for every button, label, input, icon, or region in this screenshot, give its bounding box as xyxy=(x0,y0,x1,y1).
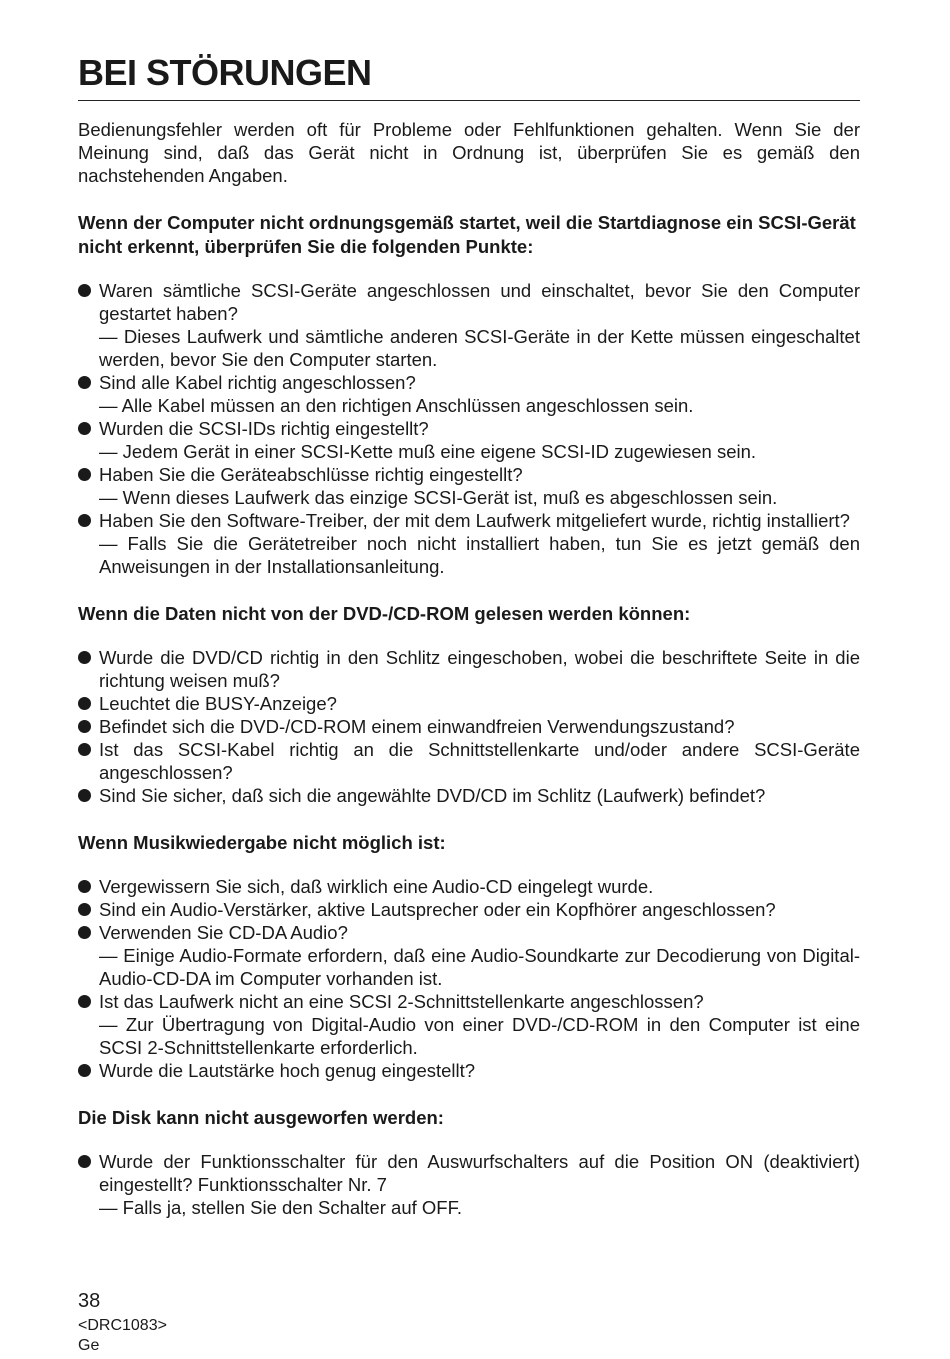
checklist-item xyxy=(78,463,860,509)
checklist-item xyxy=(78,875,860,898)
check-remedy: — Alle Kabel müssen an den richtigen Anschlüssen angeschlossen sein. xyxy=(99,395,694,416)
checklist xyxy=(78,1150,860,1219)
bullet-icon xyxy=(78,651,91,664)
check-remedy: — Einige Audio-Formate erfordern, daß eine Audio-Soundkarte zur Decodierung von Digital-Audio-CD-DA im Computer vorhanden ist. xyxy=(99,945,860,989)
checklist-item xyxy=(78,784,860,807)
check-remedy: — Dieses Laufwerk und sämtliche anderen SCSI-Geräte in der Kette müssen eingeschaltet werden, bevor Sie den Computer starten. xyxy=(99,326,860,370)
checklist-item xyxy=(78,371,860,417)
section-heading: Wenn der Computer nicht ordnungsgemäß startet, weil die Startdiagnose ein SCSI-Gerät nicht erkennt, überprüfen Sie die folgenden Punkte: xyxy=(78,212,856,257)
page-footer xyxy=(78,1289,167,1356)
check-question: Wurden die SCSI-IDs richtig eingestellt? xyxy=(99,418,429,439)
check-question: Ist das SCSI-Kabel richtig an die Schnittstellenkarte und/oder andere SCSI-Geräte angeschlossen? xyxy=(99,739,860,783)
check-question: Befindet sich die DVD-/CD-ROM einem einwandfreien Verwendungszustand? xyxy=(99,716,735,737)
section-heading: Wenn Musikwiedergabe nicht möglich ist: xyxy=(78,832,446,853)
checklist-item xyxy=(78,509,860,578)
checklist-item xyxy=(78,898,860,921)
check-question: Wurde die Lautstärke hoch genug eingestellt? xyxy=(99,1060,476,1081)
bullet-icon xyxy=(78,468,91,481)
check-question: Sind Sie sicher, daß sich die angewählte DVD/CD im Schlitz (Laufwerk) befindet? xyxy=(99,785,766,806)
bullet-icon xyxy=(78,1155,91,1168)
check-remedy: — Falls ja, stellen Sie den Schalter auf OFF. xyxy=(99,1197,462,1218)
check-question: Sind ein Audio-Verstärker, aktive Lautsprecher oder ein Kopfhörer angeschlossen? xyxy=(99,899,776,920)
check-question: Vergewissern Sie sich, daß wirklich eine Audio-CD eingelegt wurde. xyxy=(99,876,654,897)
check-question: Haben Sie die Geräteabschlüsse richtig eingestellt? xyxy=(99,464,523,485)
troubleshooting-sections xyxy=(78,211,860,1219)
check-question: Ist das Laufwerk nicht an eine SCSI 2-Schnittstellenkarte angeschlossen? xyxy=(99,991,704,1012)
bullet-icon xyxy=(78,743,91,756)
check-remedy: — Wenn dieses Laufwerk das einzige SCSI-Gerät ist, muß es abgeschlossen sein. xyxy=(99,487,778,508)
section-heading: Die Disk kann nicht ausgeworfen werden: xyxy=(78,1107,444,1128)
troubleshooting-section xyxy=(78,1106,860,1219)
bullet-icon xyxy=(78,880,91,893)
checklist xyxy=(78,279,860,578)
checklist-item xyxy=(78,646,860,692)
bullet-icon xyxy=(78,697,91,710)
bullet-icon xyxy=(78,284,91,297)
check-question: Haben Sie den Software-Treiber, der mit dem Laufwerk mitgeliefert wurde, richtig installiert? xyxy=(99,510,850,531)
language-code: Ge xyxy=(78,1337,100,1354)
checklist-item xyxy=(78,738,860,784)
section-heading: Wenn die Daten nicht von der DVD-/CD-ROM gelesen werden können: xyxy=(78,603,691,624)
troubleshooting-section xyxy=(78,211,860,578)
bullet-icon xyxy=(78,422,91,435)
checklist-item xyxy=(78,1150,860,1219)
bullet-icon xyxy=(78,514,91,527)
check-question: Sind alle Kabel richtig angeschlossen? xyxy=(99,372,416,393)
bullet-icon xyxy=(78,789,91,802)
checklist-item xyxy=(78,279,860,371)
bullet-icon xyxy=(78,995,91,1008)
checklist-item xyxy=(78,1059,860,1082)
checklist-item xyxy=(78,715,860,738)
bullet-icon xyxy=(78,926,91,939)
bullet-icon xyxy=(78,1064,91,1077)
troubleshooting-section xyxy=(78,602,860,807)
checklist-item xyxy=(78,692,860,715)
bullet-icon xyxy=(78,376,91,389)
document-code: <DRC1083> xyxy=(78,1317,167,1334)
checklist xyxy=(78,875,860,1082)
check-remedy: — Falls Sie die Gerätetreiber noch nicht installiert haben, tun Sie es jetzt gemäß den Anweisungen in der Installationsanleitung. xyxy=(99,533,860,577)
check-question: Verwenden Sie CD-DA Audio? xyxy=(99,922,348,943)
intro-paragraph: Bedienungsfehler werden oft für Probleme oder Fehlfunktionen gehalten. Wenn Sie der Meinung sind, daß das Gerät nicht in Ordnung ist, überprüfen Sie es gemäß den nachstehenden Angaben. xyxy=(78,119,860,186)
check-question: Wurde die DVD/CD richtig in den Schlitz eingeschoben, wobei die beschriftete Seite in die richtung weisen muß? xyxy=(99,647,860,691)
bullet-icon xyxy=(78,720,91,733)
checklist-item xyxy=(78,921,860,990)
checklist-item xyxy=(78,990,860,1059)
troubleshooting-section xyxy=(78,831,860,1082)
document-page xyxy=(78,50,860,1219)
check-remedy: — Jedem Gerät in einer SCSI-Kette muß eine eigene SCSI-ID zugewiesen sein. xyxy=(99,441,757,462)
check-question: Waren sämtliche SCSI-Geräte angeschlossen und einschaltet, bevor Sie den Computer gestartet haben? xyxy=(99,280,860,324)
check-remedy: — Zur Übertragung von Digital-Audio von einer DVD-/CD-ROM in den Computer ist eine SCSI 2-Schnittstellenkarte erforderlich. xyxy=(99,1014,860,1058)
bullet-icon xyxy=(78,903,91,916)
checklist-item xyxy=(78,417,860,463)
check-question: Leuchtet die BUSY-Anzeige? xyxy=(99,693,337,714)
checklist xyxy=(78,646,860,807)
page-title: BEI STÖRUNGEN xyxy=(78,50,860,101)
check-question: Wurde der Funktionsschalter für den Auswurfschalters auf die Position ON (deaktiviert) eingestellt? Funktionsschalter Nr. 7 xyxy=(99,1151,860,1195)
page-number: 38 xyxy=(78,1290,101,1312)
